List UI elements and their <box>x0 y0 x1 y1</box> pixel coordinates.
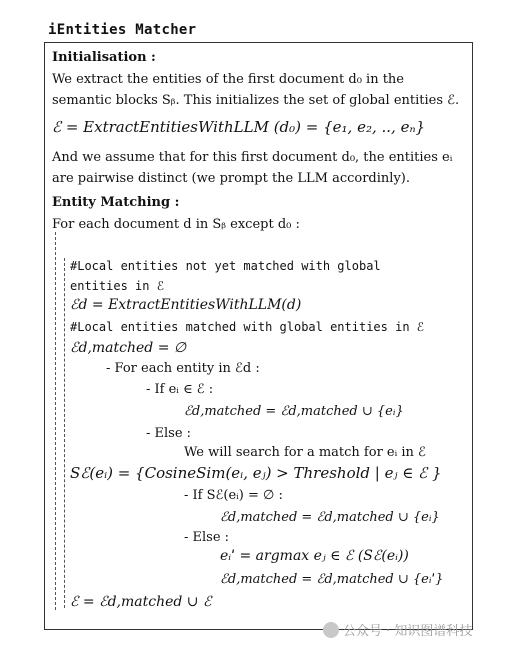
union-formula-3: ℰd,matched = ℰd,matched ∪ {eᵢˈ} <box>220 572 444 587</box>
argmax-formula: eᵢˈ = argmax eⱼ ∈ ℰ (Sℰ(eᵢ)) <box>220 548 409 564</box>
union-formula-1: ℰd,matched = ℰd,matched ∪ {eᵢ} <box>184 404 404 419</box>
similarity-set-formula: Sℰ(eᵢ) = {CosineSim(eᵢ, eⱼ) > Threshold | eⱼ ∈ ℰ } <box>70 464 442 482</box>
else-2: - Else : <box>184 530 230 545</box>
final-update-formula: ℰ = ℰd,matched ∪ ℰ <box>70 594 212 610</box>
watermark-text: 公众号 · 知识图谱科技 <box>343 624 473 639</box>
wechat-icon <box>323 622 339 638</box>
outer-loop-guide <box>55 232 56 610</box>
union-formula-2: ℰd,matched = ℰd,matched ∪ {eᵢ} <box>220 510 440 525</box>
init-line-2: semantic blocks Sᵦ. This initializes the set of global entities ℰ. <box>52 93 460 108</box>
init-formula: ℰ = ExtractEntitiesWithLLM (d₀) = {e₁, e₂, .., eₙ} <box>52 118 426 136</box>
ed-formula: ℰd = ExtractEntitiesWithLLM(d) <box>70 297 302 313</box>
comment-unmatched-b: entities in ℰ <box>70 279 164 293</box>
algorithm-title: iEntities Matcher <box>48 22 197 38</box>
comment-matched: #Local entities matched with global entities in ℰ <box>70 320 425 334</box>
search-text: We will search for a match for eᵢ in ℰ <box>184 445 426 460</box>
for-each-entity: - For each entity in ℰd : <box>106 361 260 376</box>
if-empty: - If Sℰ(eᵢ) = ∅ : <box>184 488 283 503</box>
matching-heading: Entity Matching : <box>52 195 180 210</box>
if-in-global: - If eᵢ ∈ ℰ : <box>146 382 214 397</box>
comment-unmatched-a: #Local entities not yet matched with global <box>70 259 381 273</box>
watermark <box>323 620 472 639</box>
edm-init-formula: ℰd,matched = ∅ <box>70 340 187 356</box>
init-line-1: We extract the entities of the first document d₀ in the <box>52 72 405 87</box>
init-line-4: are pairwise distinct (we prompt the LLM accordinly). <box>52 171 410 186</box>
foreach-document: For each document d in Sᵦ except d₀ : <box>52 217 300 232</box>
init-heading: Initialisation : <box>52 50 156 65</box>
init-line-3: And we assume that for this first document d₀, the entities eᵢ <box>52 150 453 165</box>
else-1: - Else : <box>146 426 192 441</box>
inner-loop-guide <box>64 258 65 608</box>
